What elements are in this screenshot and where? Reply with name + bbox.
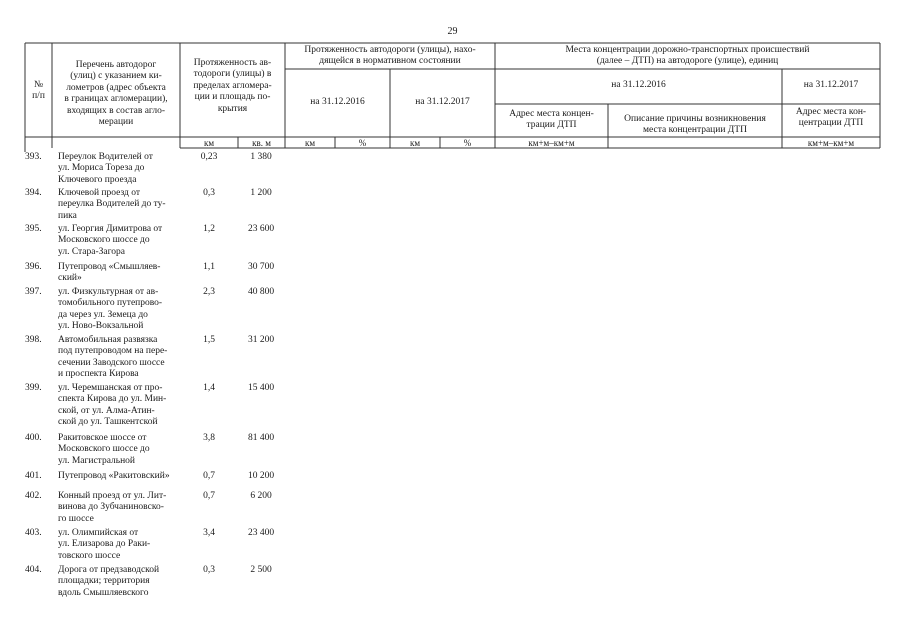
header-dtp: Места концентрации дорожно-транспортных происшествий (далее – ДТП) на автодороге (улице), единиц [565, 45, 810, 67]
row-road-name: Конный проезд от ул. Лит- винова до Зубчаниновско- го шоссе [58, 491, 167, 524]
header-dtp-2016: на 31.12.2016 [611, 80, 666, 90]
row-area-kvm: 23 400 [247, 528, 275, 538]
header-dtp-description: Описание причины возникновения места концентрации ДТП [624, 114, 766, 136]
row-number: 403. [25, 528, 42, 538]
row-length-km: 1,5 [203, 335, 215, 345]
row-length-km: 0,7 [203, 471, 215, 481]
row-area-kvm: 31 200 [247, 335, 275, 345]
header-num: № п/п [32, 80, 45, 102]
row-length-km: 3,8 [203, 433, 215, 443]
unit-kvm: кв. м [252, 138, 271, 148]
unit-km-2016: км [304, 138, 316, 148]
header-road-list: Перечень автодорог (улиц) с указанием ки- лометров (адрес объекта в границах агломерации), входящих в состав агло- мерации [64, 60, 168, 128]
row-area-kvm: 10 200 [247, 471, 275, 481]
row-road-name: ул. Черемшанская от про- спекта Кирова до ул. Мин- ской, от ул. Алма-Атин- ской до ул. Ташкентской [58, 383, 167, 428]
row-area-kvm: 2 500 [250, 565, 272, 575]
row-road-name: ул. Олимпийская от ул. Елизарова до Раки- товского шоссе [58, 528, 151, 561]
row-area-kvm: 40 800 [247, 287, 275, 297]
header-normative: Протяженность автодороги (улицы), нахо- дящейся в нормативном состоянии [304, 45, 476, 67]
row-length-km: 2,3 [203, 287, 215, 297]
header-dtp-address-2017: Адрес места кон- центрации ДТП [795, 107, 867, 129]
header-dtp-address: Адрес места концен- трации ДТП [509, 109, 594, 131]
row-number: 404. [25, 565, 42, 575]
row-number: 398. [25, 335, 42, 345]
row-number: 401. [25, 471, 42, 481]
row-number: 393. [25, 152, 42, 162]
row-area-kvm: 1 200 [250, 188, 272, 198]
page-number: 29 [447, 26, 458, 37]
row-number: 397. [25, 287, 42, 297]
row-length-km: 1,4 [203, 383, 215, 393]
unit-km-2017: км [409, 138, 421, 148]
row-length-km: 0,3 [203, 565, 215, 575]
header-normative-2017: на 31.12.2017 [415, 97, 470, 107]
unit-kmkm-2016: км+м–км+м [528, 138, 575, 148]
unit-km: км [203, 138, 215, 148]
row-area-kvm: 1 380 [250, 152, 272, 162]
unit-pct-2016: % [358, 138, 367, 148]
row-road-name: Дорога от предзаводской площадки; территория вдоль Смышляевского [58, 565, 160, 598]
row-number: 402. [25, 491, 42, 501]
row-area-kvm: 23 600 [247, 224, 275, 234]
row-road-name: Автомобильная развязка под путепроводом на пере- сечении Заводского шоссе и проспекта Кирова [58, 335, 168, 380]
row-road-name: Ракитовское шоссе от Московского шоссе до ул. Магистральной [58, 433, 150, 466]
row-number: 394. [25, 188, 42, 198]
row-area-kvm: 6 200 [250, 491, 272, 501]
row-length-km: 0,23 [200, 152, 218, 162]
row-road-name: ул. Георгия Димитрова от Московского шоссе до ул. Стара-Загора [58, 224, 163, 257]
row-length-km: 1,2 [203, 224, 215, 234]
row-length-km: 3,4 [203, 528, 215, 538]
row-road-name: Переулок Водителей от ул. Мориса Тореза до Ключевого проезда [58, 152, 153, 185]
row-area-kvm: 30 700 [247, 262, 275, 272]
row-length-km: 0,7 [203, 491, 215, 501]
row-area-kvm: 15 400 [247, 383, 275, 393]
row-length-km: 0,3 [203, 188, 215, 198]
row-number: 400. [25, 433, 42, 443]
row-number: 399. [25, 383, 42, 393]
header-dtp-2017: на 31.12.2017 [803, 80, 859, 90]
unit-pct-2017: % [463, 138, 472, 148]
row-number: 395. [25, 224, 42, 234]
row-road-name: ул. Физкультурная от ав- томобильного путепрово- да через ул. Земеца до ул. Ново-Вокзальной [58, 287, 163, 332]
header-length: Протяженность ав- тодороги (улицы) в пределах агломера- ции и площадь по- крытия [193, 58, 272, 114]
row-road-name: Путепровод «Ракитовский» [58, 471, 170, 481]
unit-kmkm-2017: км+м–км+м [807, 138, 855, 148]
header-normative-2016: на 31.12.2016 [310, 97, 365, 107]
row-road-name: Ключевой проезд от переулка Водителей до ту- пика [58, 188, 166, 221]
row-number: 396. [25, 262, 42, 272]
row-area-kvm: 81 400 [247, 433, 275, 443]
row-length-km: 1,1 [203, 262, 215, 272]
row-road-name: Путепровод «Смышляев- ский» [58, 262, 161, 284]
